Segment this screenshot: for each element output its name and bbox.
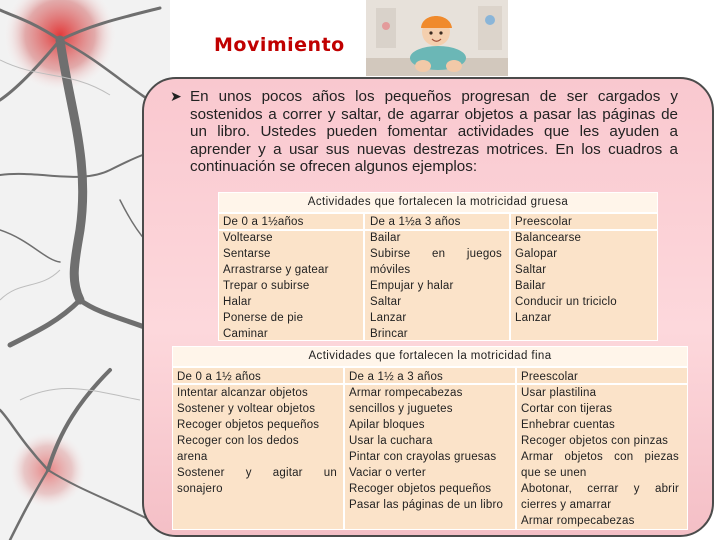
list-item: Ponerse de pie [223, 312, 304, 324]
list-item: móviles [370, 264, 411, 276]
list-item: Bailar [370, 232, 401, 244]
list-item: Armar rompecabezas [521, 515, 635, 527]
gross-col-toddler [370, 214, 502, 342]
list-item: Balancearse [515, 232, 582, 244]
gross-col-preschool [515, 214, 655, 326]
list-item: Vaciar o verter [349, 467, 426, 479]
list-item: Usar la cuchara [349, 435, 433, 447]
list-item: sencillos y juguetes [349, 403, 453, 415]
list-item: Saltar [370, 296, 402, 308]
word: piezas [644, 451, 679, 463]
word: juegos [466, 248, 502, 260]
page-title: Movimiento [214, 34, 345, 56]
table-caption: Actividades que fortalecen la motricidad fina [173, 347, 687, 368]
list-item [370, 246, 502, 262]
column-header: De a 1½a 3 años [370, 216, 461, 228]
fine-motor-table [172, 346, 688, 530]
list-item: cierres y amarrar [521, 499, 612, 511]
word: objetos [564, 451, 603, 463]
list-item: Empujar y halar [370, 280, 454, 292]
table-caption: Actividades que fortalecen la motricidad gruesa [219, 193, 657, 214]
list-item: Galopar [515, 248, 558, 260]
intro-text: En unos pocos años los pequeños progresan de ser cargados y sostenidos a correr y saltar, de agarrar objetos a pasar las páginas de un libro. Ustedes pueden fomentar actividades que les ayuden a aprender y a usar sus nuevas destrezas motrices. En los cuadros a continuación se ofrecen algunos ejemplos: [190, 88, 678, 176]
list-item: Recoger objetos pequeños [177, 419, 320, 431]
word: y [245, 467, 252, 479]
list-item: Halar [223, 296, 252, 308]
gross-motor-table [218, 192, 658, 341]
crawling-baby-photo [366, 0, 508, 76]
list-item: Pasar las páginas de un libro [349, 499, 504, 511]
list-item: Recoger objetos pequeños [349, 483, 492, 495]
fine-col-toddler [349, 369, 511, 513]
list-item: Caminar [223, 328, 268, 340]
word: abrir [654, 483, 679, 495]
list-item: Recoger objetos con pinzas [521, 435, 669, 447]
list-item: Enhebrar cuentas [521, 419, 615, 431]
list-item [177, 465, 337, 481]
word: Abotonar, [521, 483, 573, 495]
list-item: Cortar con tijeras [521, 403, 613, 415]
word: Subirse [370, 248, 411, 260]
column-header: Preescolar [515, 216, 572, 228]
list-item: Apilar bloques [349, 419, 425, 431]
fine-col-preschool [521, 369, 679, 529]
word: en [432, 248, 446, 260]
column-header: De a 1½ a 3 años [349, 371, 443, 383]
list-item: Brincar [370, 328, 408, 340]
word: cerrar [587, 483, 619, 495]
list-item: Pintar con crayolas gruesas [349, 451, 497, 463]
list-item: Lanzar [370, 312, 407, 324]
word: Armar [521, 451, 554, 463]
list-item: sonajero [177, 483, 223, 495]
column-header: De 0 a 1½años [223, 216, 304, 228]
list-item: Lanzar [515, 312, 552, 324]
list-item: Sostener y voltear objetos [177, 403, 316, 415]
word: con [614, 451, 634, 463]
list-item: arena [177, 451, 208, 463]
list-item: Voltearse [223, 232, 273, 244]
word: agitar [272, 467, 303, 479]
fine-col-infant [177, 369, 337, 497]
list-item: Armar rompecabezas [349, 387, 463, 399]
column-header: Preescolar [521, 371, 578, 383]
list-item: Intentar alcanzar objetos [177, 387, 308, 399]
arrow-bullet-icon: ➤ [170, 88, 182, 104]
intro-paragraph [170, 88, 678, 176]
list-item: Sentarse [223, 248, 271, 260]
list-item: Recoger con los dedos [177, 435, 299, 447]
word: y [633, 483, 640, 495]
list-item: Conducir un triciclo [515, 296, 617, 308]
list-item: que se unen [521, 467, 587, 479]
list-item [521, 481, 679, 497]
list-item: Bailar [515, 280, 546, 292]
list-item: Usar plastilina [521, 387, 597, 399]
list-item: Arrastrarse y gatear [223, 264, 329, 276]
gross-col-infant [223, 214, 359, 342]
list-item: Saltar [515, 264, 547, 276]
list-item [521, 449, 679, 465]
word: un [323, 467, 337, 479]
column-header: De 0 a 1½ años [177, 371, 261, 383]
list-item: Trepar o subirse [223, 280, 310, 292]
word: Sostener [177, 467, 225, 479]
